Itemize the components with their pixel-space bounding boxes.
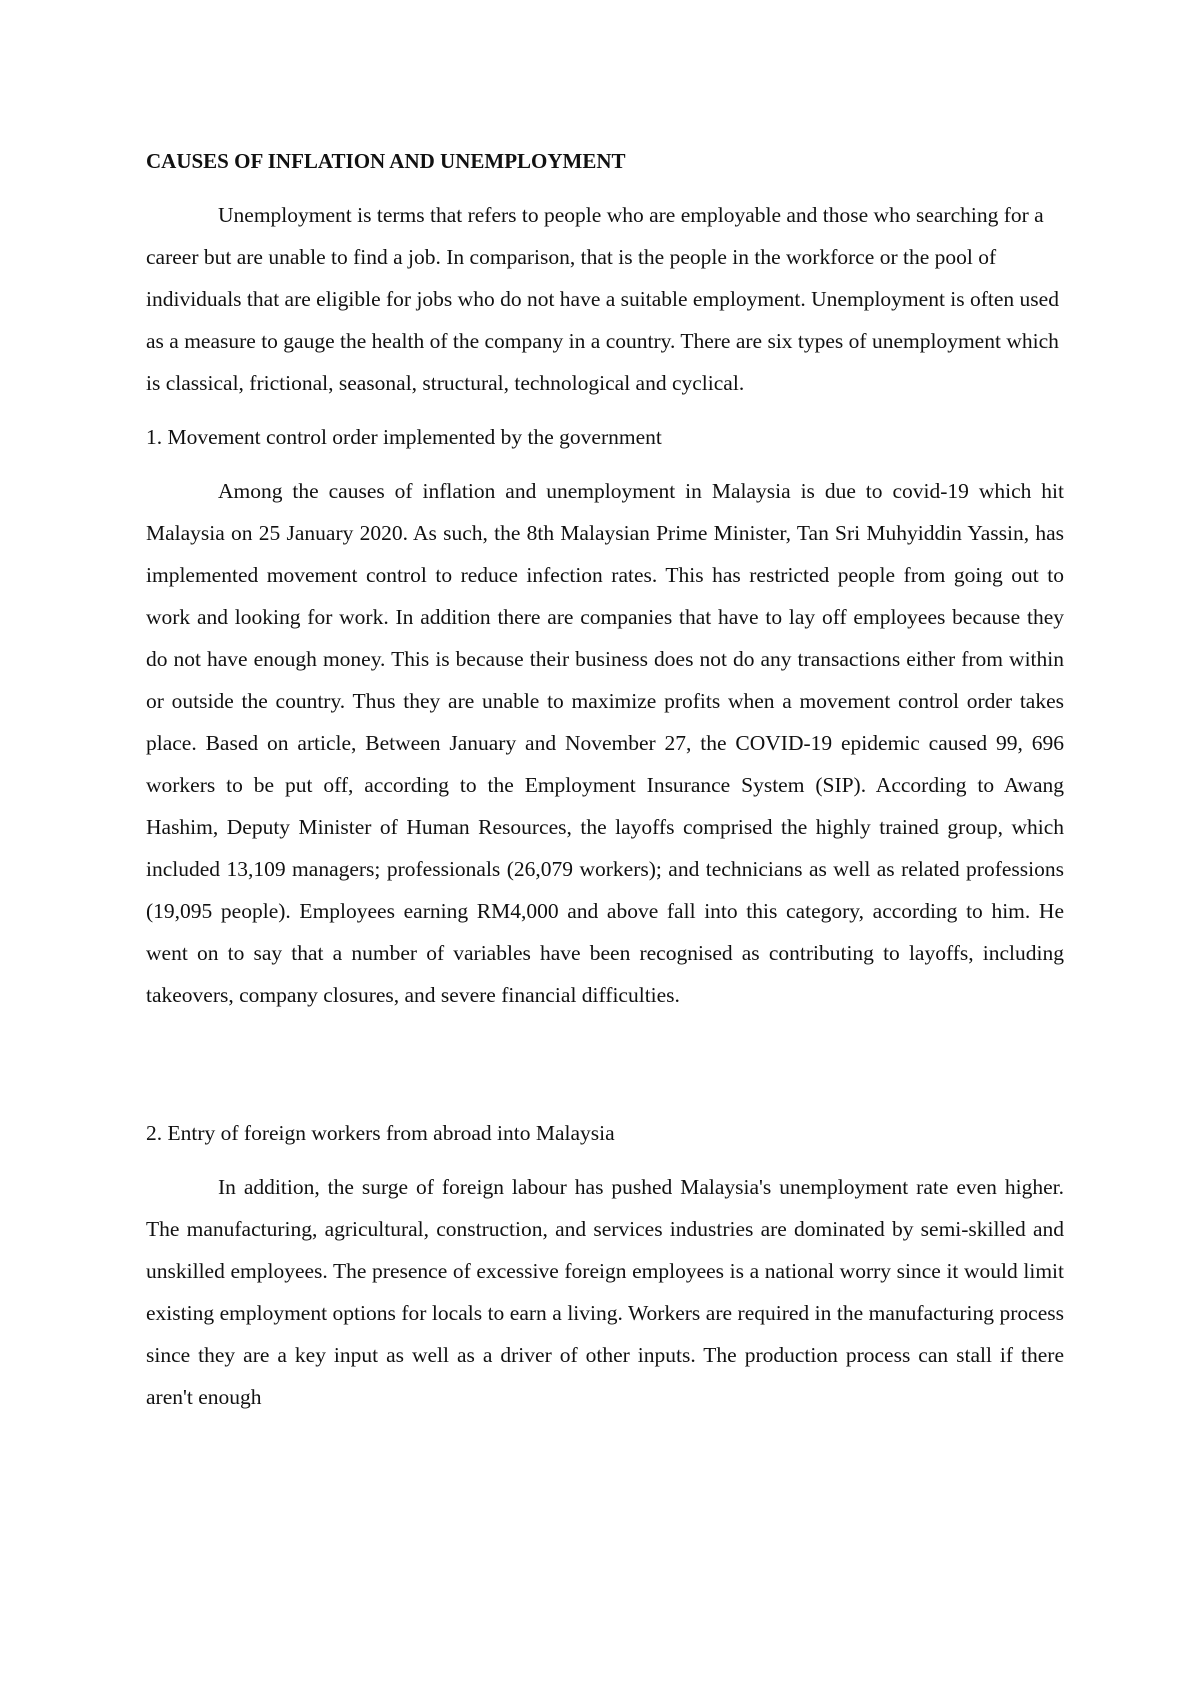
intro-paragraph: Unemployment is terms that refers to people who are employable and those who searching for a career but are unable to find a job. In comparison, that is the people in the workforce or the pool of individuals that are eligible for jobs who do not have a suitable employment. Unemployment is often used as a measure to gauge the health of the company in a country. There are six types of unemployment which is classical, frictional, seasonal, structural, technological and cyclical. xyxy=(146,203,1059,395)
section-heading-2: 2. Entry of foreign workers from abroad into Malaysia xyxy=(146,1121,615,1145)
section-body-1: Among the causes of inflation and unemployment in Malaysia is due to covid-19 which hit Malaysia on 25 January 2020. As such, the 8th Malaysian Prime Minister, Tan Sri Muhyiddin Yassin, has implemented movement control to reduce infection rates. This has restricted people from going out to work and looking for work. In addition there are companies that have to lay off employees because they do not have enough money. This is because their business does not do any transactions either from within or outside the country. Thus they are unable to maximize profits when a movement control order takes place. Based on article, Between January and November 27, the COVID-19 epidemic caused 99, 696 workers to be put off, according to the Employment Insurance System (SIP). According to Awang Hashim, Deputy Minister of Human Resources, the layoffs comprised the highly trained group, which included 13,109 managers; professionals (26,079 workers); and technicians as well as related professions (19,095 people). Employees earning RM4,000 and above fall into this category, according to him. He went on to say that a number of variables have been recognised as contributing to layoffs, including takeovers, company closures, and severe financial difficulties. xyxy=(146,479,1064,1007)
section-spacer xyxy=(146,1028,1064,1112)
document-title: CAUSES OF INFLATION AND UNEMPLOYMENT xyxy=(146,149,626,173)
section-heading-1: 1. Movement control order implemented by the government xyxy=(146,425,662,449)
document-body xyxy=(146,140,1064,1430)
section-body-2: In addition, the surge of foreign labour has pushed Malaysia's unemployment rate even higher. The manufacturing, agricultural, construction, and services industries are dominated by semi-skilled and unskilled employees. The presence of excessive foreign employees is a national worry since it would limit existing employment options for locals to earn a living. Workers are required in the manufacturing process since they are a key input as well as a driver of other inputs. The production process can stall if there aren't enough xyxy=(146,1175,1064,1409)
